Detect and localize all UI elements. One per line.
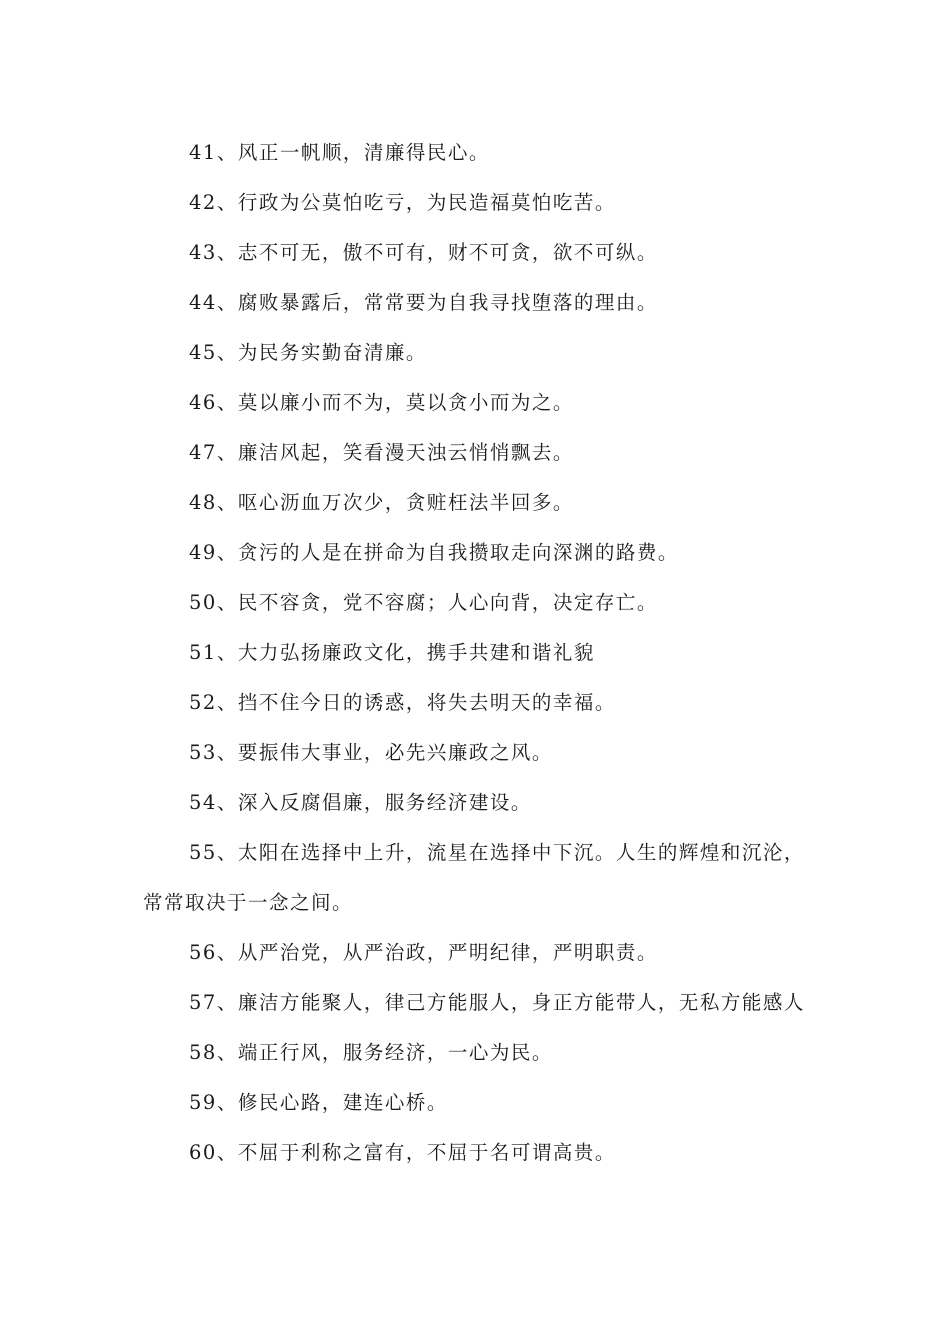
list-item: 50、民不容贪，党不容腐；人心向背，决定存亡。	[189, 591, 658, 614]
list-item: 49、贪污的人是在拼命为自我攒取走向深渊的路费。	[189, 541, 679, 564]
list-item: 57、廉洁方能聚人，律己方能服人，身正方能带人，无私方能感人	[189, 991, 805, 1014]
list-item: 44、腐败暴露后，常常要为自我寻找堕落的理由。	[189, 291, 658, 314]
list-item: 45、为民务实勤奋清廉。	[189, 341, 427, 364]
list-item: 55、太阳在选择中上升，流星在选择中下沉。人生的辉煌和沉沦，常常取决于一念之间。	[143, 841, 805, 914]
list-item: 46、莫以廉小而不为，莫以贪小而为之。	[189, 391, 574, 414]
slogan-list	[143, 128, 808, 1178]
list-item: 53、要振伟大事业，必先兴廉政之风。	[189, 741, 553, 764]
list-item: 48、呕心沥血万次少，贪赃枉法半回多。	[189, 491, 574, 514]
list-item: 59、修民心路，建连心桥。	[189, 1091, 448, 1114]
list-item: 54、深入反腐倡廉，服务经济建设。	[189, 791, 532, 814]
list-item: 41、风正一帆顺，清廉得民心。	[189, 141, 490, 164]
list-item: 60、不屈于利称之富有，不屈于名可谓高贵。	[189, 1141, 616, 1164]
list-item: 52、挡不住今日的诱惑，将失去明天的幸福。	[189, 691, 616, 714]
list-item: 58、端正行风，服务经济，一心为民。	[189, 1041, 553, 1064]
list-item: 51、大力弘扬廉政文化，携手共建和谐礼貌	[189, 641, 595, 664]
list-item: 43、志不可无，傲不可有，财不可贪，欲不可纵。	[189, 241, 658, 264]
list-item: 42、行政为公莫怕吃亏，为民造福莫怕吃苦。	[189, 191, 616, 214]
list-item: 47、廉洁风起，笑看漫天浊云悄悄飘去。	[189, 441, 574, 464]
list-item: 56、从严治党，从严治政，严明纪律，严明职责。	[189, 941, 658, 964]
